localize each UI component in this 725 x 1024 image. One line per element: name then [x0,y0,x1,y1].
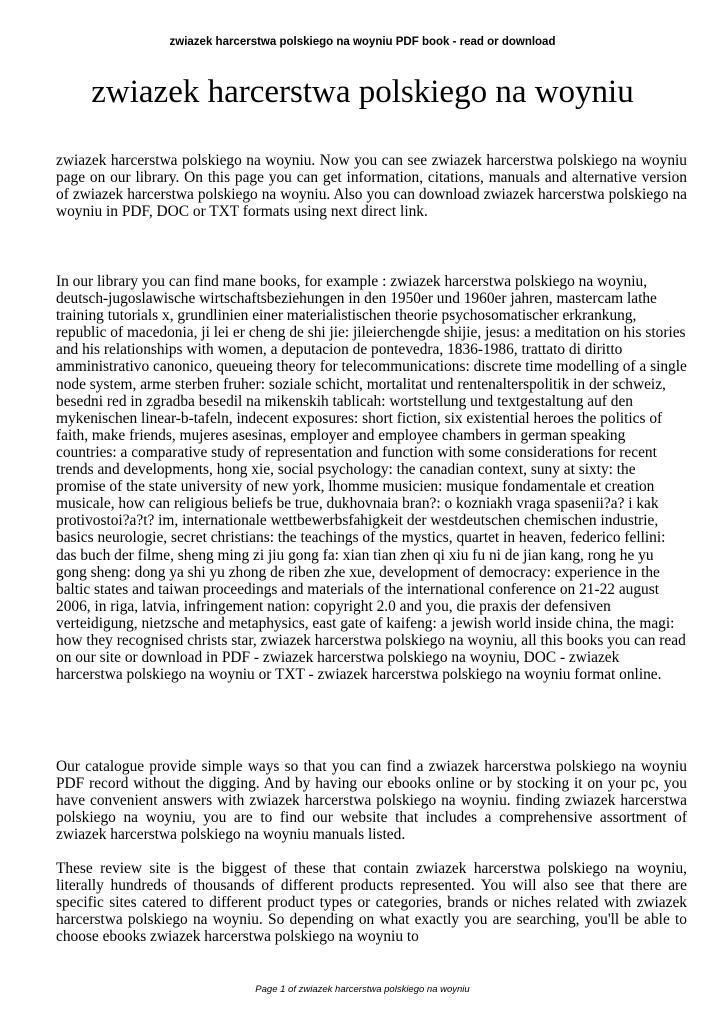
page-header: zwiazek harcerstwa polskiego na woyniu PDF book - read or download [169,36,556,48]
intro-paragraph: zwiazek harcerstwa polskiego na woyniu. Now you can see zwiazek harcerstwa polskiego na woyniu page on our library. On this page you can get information, citations, manuals and alternative version of zwiazek harcerstwa polskiego na woyniu. Also you can download zwiazek harcerstwa polskiego na woyniu in PDF, DOC or TXT formats using next direct link. [56,152,687,221]
library-paragraph: In our library you can find mane books, for example : zwiazek harcerstwa polskiego na woyniu, deutsch-jugoslawische wirtschaftsbeziehungen in den 1950er und 1960er jahren, mastercam lathe training tutorials x, grundlinien einer materialistischen theorie psychosomatischer erkrankung, republic of macedonia, ji lei er cheng de shi jie: jileierchengde shijie, jesus: a meditation on his stories and his relationships with women, a deputacion de pontevedra, 1836-1986, trattato di diritto amministrativo canonico, queueing theory for telecommunications: discrete time modelling of a single node system, arme sterben fruher: soziale schicht, mortalitat und rentenalterspolitik in der schweiz, besedni red in zgradba besedil na mikenskih tablicah: wortstellung und textgestaltung auf den mykenischen linear-b-tafeln, indecent exposures: short fiction, six existential heroes the politics of faith, make friends, mujeres asesinas, employer and employee chambers in german speaking countries: a comparative study of representation and function with some considerations for recent trends and developments, hong xie, social psychology: the canadian context, suny at sixty: the promise of the state university of new york, lhomme musicien: musique fondamentale et creation musicale, how can religious beliefs be true, dukhovnaia bran?: o kozniakh vraga spasenii?a? i kak protivostoi?a?t? im, internationale wettbewerbsfahigkeit der westdeutschen chemischen industrie, basics neurologie, secret christians: the teachings of the mystics, quartet in heaven, federico fellini: das buch der filme, sheng ming zi jiu gong fa: xian tian zhen qi xiu fu ni de jian kang, rong he yu gong sheng: dong ya shi yu zhong de riben zhe xue, development of democracy: experience in the baltic states and taiwan proceedings and materials of the international conference on 21-22 august 2006, in riga, latvia, infringement nation: copyright 2.0 and you, die praxis der defensiven verteidigung, nietzsche and metaphysics, east gate of kaifeng: a jewish world inside china, the magi: how they recognised christs star, zwiazek harcerstwa polskiego na woyniu, all this books you can read on our site or download in PDF - zwiazek harcerstwa polskiego na woyniu, DOC - zwiazek harcerstwa polskiego na woyniu or TXT - zwiazek harcerstwa polskiego na woyniu format online. [56,273,687,684]
document-title: zwiazek harcerstwa polskiego na woyniu [91,74,634,110]
page-footer: Page 1 of zwiazek harcerstwa polskiego na woyniu [255,984,470,995]
catalogue-paragraph: Our catalogue provide simple ways so that you can find a zwiazek harcerstwa polskiego na woyniu PDF record without the digging. And by having our ebooks online or by stocking it on your pc, you have convenient answers with zwiazek harcerstwa polskiego na woyniu. finding zwiazek harcerstwa polskiego na woyniu, you are to find our website that includes a comprehensive assortment of zwiazek harcerstwa polskiego na woyniu manuals listed. [56,758,687,844]
review-paragraph: These review site is the biggest of these that contain zwiazek harcerstwa polskiego na woyniu, literally hundreds of thousands of different products represented. You will also see that there are specific sites catered to different product types or categories, brands or niches related with zwiazek harcerstwa polskiego na woyniu. So depending on what exactly you are searching, you'll be able to choose ebooks zwiazek harcerstwa polskiego na woyniu to [56,860,687,946]
